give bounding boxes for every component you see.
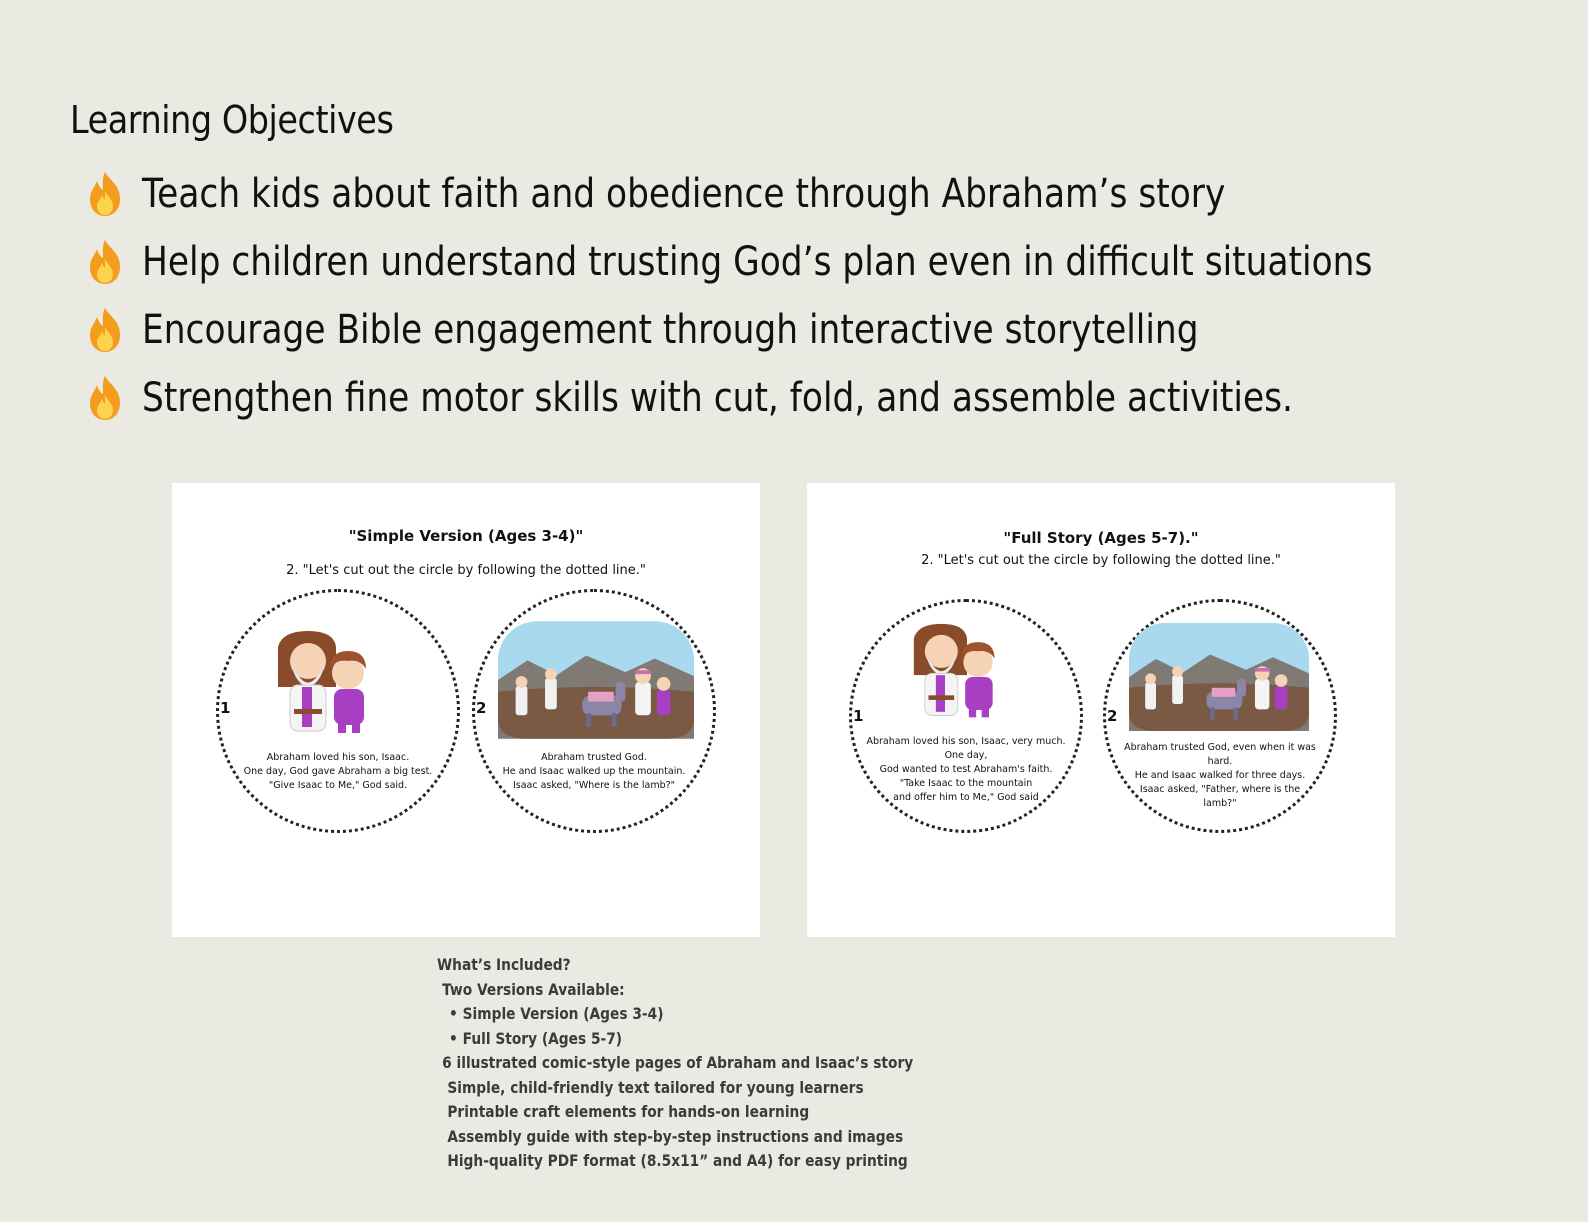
card-instruction: 2. "Let's cut out the circle by following the dotted line."	[286, 563, 646, 578]
caption-line: He and Isaac walked for three days.	[1134, 770, 1306, 781]
circle-number: 1	[220, 699, 231, 717]
circle-number: 1	[853, 707, 864, 725]
caption-line: One day,	[944, 750, 988, 761]
circle-number: 2	[1107, 707, 1118, 725]
caption-line: Abraham trusted God.	[541, 752, 647, 763]
journey-illustration	[1129, 623, 1309, 731]
fire-icon	[80, 305, 130, 355]
objective-text: Help children understand trusting God’s plan even in difficult situations	[142, 239, 1373, 285]
objectives-list	[80, 160, 1573, 432]
caption-line: One day, God gave Abraham a big test.	[243, 766, 433, 777]
full-story-card	[807, 483, 1395, 937]
caption-line: hard.	[1207, 756, 1233, 767]
objective-item	[80, 296, 1573, 364]
included-item: 6 illustrated comic-style pages of Abraham and Isaac’s story	[442, 1053, 914, 1072]
objective-text: Teach kids about faith and obedience through Abraham’s story	[142, 171, 1226, 217]
caption-line: "Give Isaac to Me," God said.	[268, 780, 408, 791]
caption-line: Isaac asked, "Where is the lamb?"	[512, 780, 676, 791]
circle-caption	[232, 751, 444, 793]
abraham-isaac-illustration	[264, 617, 384, 737]
objective-text: Strengthen fine motor skills with cut, fold, and assemble activities.	[142, 375, 1293, 421]
caption-line: "Take Isaac to the mountain	[899, 778, 1033, 789]
caption-line: Abraham loved his son, Isaac.	[266, 752, 410, 763]
card-title: "Full Story (Ages 5-7)."	[1003, 529, 1199, 547]
circle-number: 2	[476, 699, 487, 717]
versions-label: Two Versions Available:	[442, 979, 625, 999]
included-item: Printable craft elements for hands-on learning	[447, 1102, 810, 1121]
version-item: • Simple Version (Ages 3-4)	[449, 1004, 664, 1023]
included-item: Simple, child-friendly text tailored for young learners	[447, 1077, 864, 1097]
objective-item	[80, 364, 1573, 432]
fire-icon	[80, 237, 130, 287]
included-item: Assembly guide with step-by-step instructions and images	[447, 1126, 904, 1146]
objective-text: Encourage Bible engagement through interactive storytelling	[142, 307, 1199, 353]
circle-caption	[861, 735, 1071, 805]
card-instruction: 2. "Let's cut out the circle by following the dotted line."	[921, 553, 1281, 568]
caption-line: and offer him to Me," God said	[893, 792, 1039, 803]
abraham-isaac-illustration	[901, 611, 1011, 721]
whats-included-section	[437, 953, 991, 1174]
circle-caption	[1117, 741, 1323, 811]
simple-version-card	[172, 483, 760, 937]
caption-line: He and Isaac walked up the mountain.	[502, 766, 686, 777]
circle-caption	[488, 751, 700, 793]
page-title: Learning Objectives	[70, 98, 394, 142]
fire-icon	[80, 373, 130, 423]
included-title: What’s Included?	[437, 955, 571, 974]
caption-line: Isaac asked, "Father, where is the	[1139, 784, 1301, 795]
objective-item	[80, 160, 1573, 228]
caption-line: Abraham trusted God, even when it was	[1124, 742, 1316, 753]
version-item: • Full Story (Ages 5-7)	[449, 1028, 623, 1048]
included-item: High-quality PDF format (8.5x11” and A4) for easy printing	[447, 1151, 908, 1170]
journey-illustration	[498, 621, 694, 739]
caption-line: Abraham loved his son, Isaac, very much.	[866, 736, 1066, 747]
caption-line: lamb?"	[1203, 798, 1237, 809]
caption-line: God wanted to test Abraham's faith.	[879, 764, 1053, 775]
objective-item	[80, 228, 1573, 296]
card-title: "Simple Version (Ages 3-4)"	[348, 527, 584, 545]
fire-icon	[80, 169, 130, 219]
